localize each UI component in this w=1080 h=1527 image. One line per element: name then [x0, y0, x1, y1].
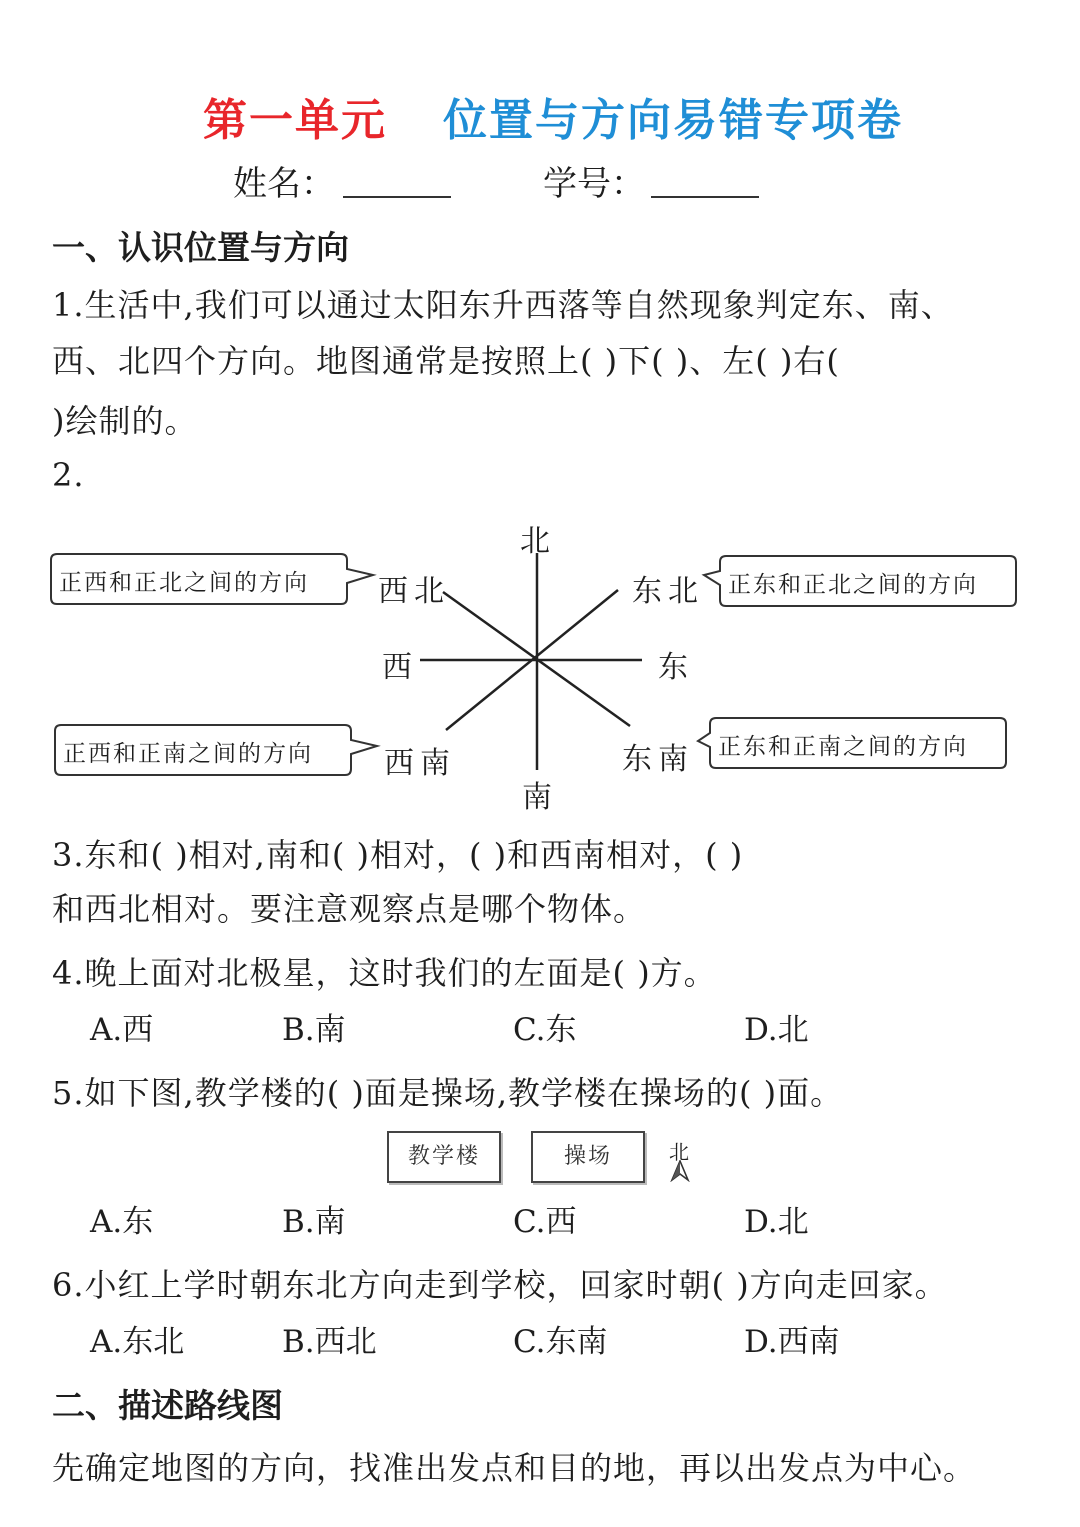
id-label: 学号：: [543, 164, 645, 204]
callout-northeast-text: 正东和正北之间的方向: [728, 572, 978, 598]
q4-option-a[interactable]: A.西: [90, 1012, 154, 1048]
q4-option-b[interactable]: B.南: [282, 1012, 346, 1048]
q1-line3: )绘制的。: [52, 402, 198, 440]
q6-option-a[interactable]: A.东北: [90, 1324, 185, 1360]
q6-option-b[interactable]: B.西北: [282, 1324, 377, 1360]
q5-option-a[interactable]: A.东: [90, 1204, 154, 1240]
name-label: 姓名：: [233, 164, 335, 204]
compass-southwest: 西南: [384, 746, 456, 781]
compass-west: 西: [382, 650, 412, 685]
q5-option-b[interactable]: B.南: [282, 1204, 346, 1240]
building-box: 教学楼: [387, 1131, 501, 1183]
q1-line1: 1.生活中,我们可以通过太阳东升西落等自然现象判定东、南、: [52, 286, 954, 324]
section-1-heading: 一、认识位置与方向: [52, 228, 349, 267]
q3-line1: 3.东和( )相对,南和( )相对，( )和西南相对，( ): [52, 836, 744, 874]
title-name: 位置与方向易错专项卷: [443, 95, 903, 146]
callout-southeast: [708, 717, 1008, 769]
q4-text: 4.晚上面对北极星，这时我们的左面是( )方。: [52, 954, 717, 992]
compass-southeast: 东南: [622, 742, 694, 777]
q4-option-d[interactable]: D.北: [744, 1012, 809, 1048]
q5-text: 5.如下图,教学楼的( )面是操场,教学楼在操场的( )面。: [52, 1074, 844, 1112]
callout-southeast-text: 正东和正南之间的方向: [718, 734, 968, 760]
north-mark-label: 北: [669, 1140, 689, 1164]
q5-option-d[interactable]: D.北: [744, 1204, 809, 1240]
callout-northeast: [718, 555, 1018, 607]
playground-box: 操场: [531, 1131, 645, 1183]
q5-option-c[interactable]: C.西: [513, 1204, 577, 1240]
section-2-text: 先确定地图的方向，找准出发点和目的地，再以出发点为中心。: [52, 1449, 977, 1487]
north-arrow-icon: [670, 1160, 690, 1182]
compass-south: 南: [522, 780, 552, 815]
callout-southwest: [53, 724, 353, 776]
q1-line2: 西、北四个方向。地图通常是按照上( )下( )、左( )右(: [52, 342, 840, 380]
q6-option-d[interactable]: D.西南: [744, 1324, 840, 1360]
callout-southwest-text: 正西和正南之间的方向: [63, 741, 313, 767]
callout-northwest: [49, 553, 349, 605]
compass-northwest: 西北: [378, 574, 450, 609]
title-unit: 第一单元: [203, 95, 387, 146]
q6-text: 6.小红上学时朝东北方向走到学校，回家时朝( )方向走回家。: [52, 1266, 948, 1304]
q6-option-c[interactable]: C.东南: [513, 1324, 608, 1360]
section-2-heading: 二、描述路线图: [52, 1386, 283, 1425]
q3-line2: 和西北相对。要注意观察点是哪个物体。: [52, 890, 647, 928]
compass-northeast: 东北: [632, 574, 704, 609]
compass-east: 东: [658, 650, 688, 685]
callout-northwest-text: 正西和正北之间的方向: [59, 570, 309, 596]
q2-number: 2.: [52, 456, 85, 494]
q4-option-c[interactable]: C.东: [513, 1012, 577, 1048]
compass-north: 北: [520, 524, 550, 559]
